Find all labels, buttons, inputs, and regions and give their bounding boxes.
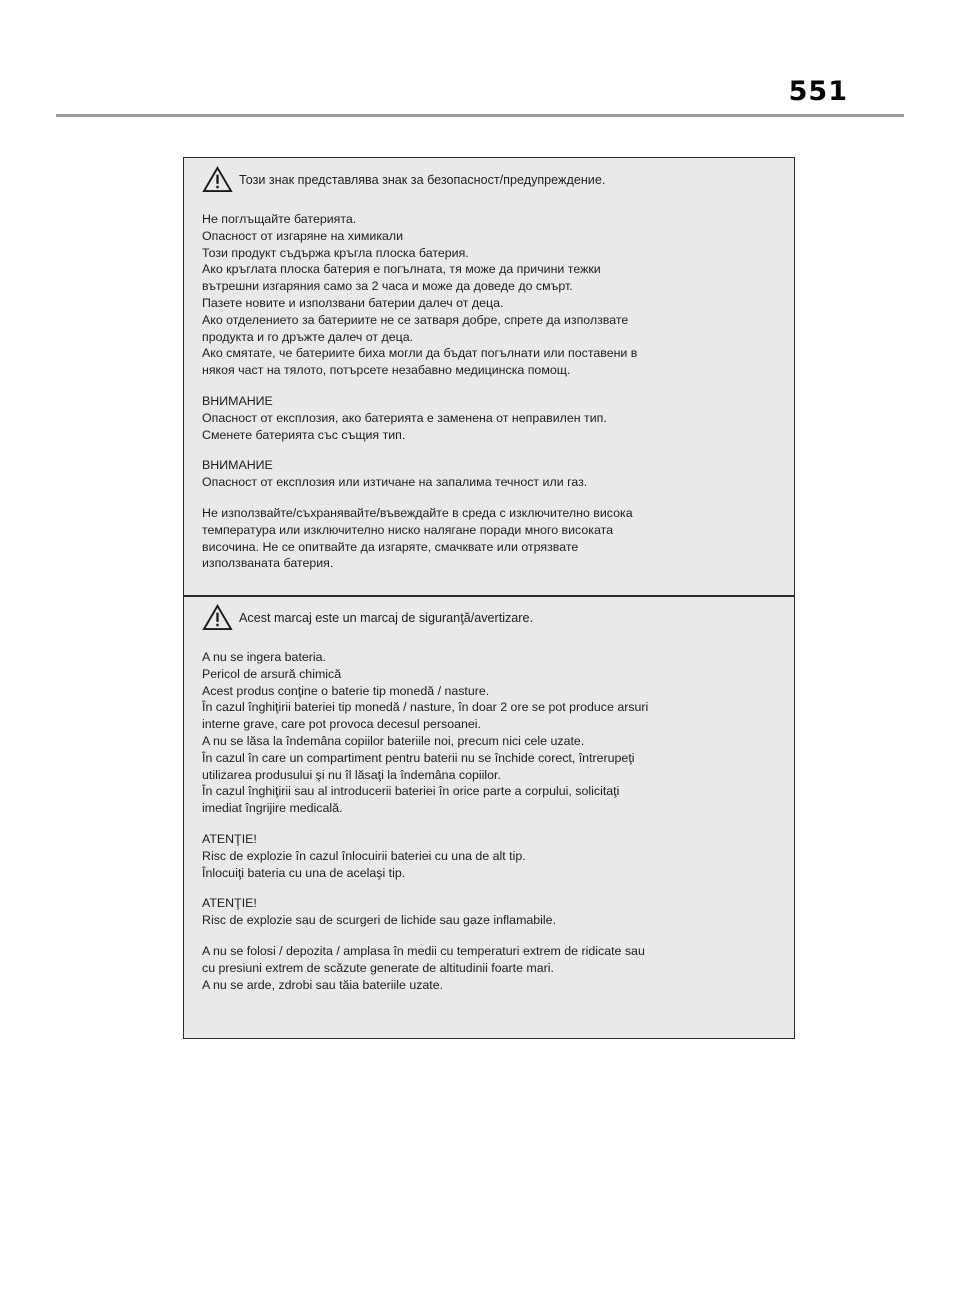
text-line: Не поглъщайте батерията. [202,212,357,226]
text-line: Înlocuiţi bateria cu una de acelaşi tip. [202,865,406,880]
caution-title: ВНИМАНИЕ [202,393,273,408]
romanian-caution-2 [202,895,776,929]
text-line: продукта и го дръжте далеч от деца. [202,329,414,344]
romanian-warning-text: Acest marcaj este un marcaj de siguranţă/avertizare. [239,610,533,625]
text-line: A nu se arde, zdrobi sau tăia bateriile uzate. [202,977,444,992]
battery-safety-notice [183,157,795,1039]
bulgarian-caution-2 [202,457,776,491]
text-line: interne grave, care pot provoca decesul persoanei. [202,717,481,732]
header-rule [56,114,904,117]
warning-triangle-icon [202,166,233,193]
text-line: utilizarea produsului şi nu îl lăsaţi la îndemâna copiilor. [202,767,501,782]
caution-title: ATENŢIE! [202,831,257,846]
bulgarian-section [184,158,794,595]
text-line: imediat îngrijire medicală. [202,801,343,816]
text-line: височина. Не се опитвайте да изгаряте, смачквате или отрязвате [202,539,579,554]
bulgarian-warning-text: Този знак представлява знак за безопасност/предупреждение. [239,172,606,187]
text-line: A nu se folosi / depozita / amplasa în medii cu temperaturi extrem de ridicate sau [202,943,645,958]
text-line: cu presiuni extrem de scăzute generate de altitudinii foarte mari. [202,960,554,975]
text-line: някоя част на тялото, потърсете незабавно медицинска помощ. [202,363,571,378]
text-line: Този продукт съдържа кръгла плоска батерия. [202,245,469,260]
text-line: Сменете батерията със същия тип. [202,427,406,442]
bulgarian-main-text [202,211,776,379]
text-line: Опасност от експлозия, ако батерията е заменена от неправилен тип. [202,410,607,425]
text-line: Не използвайте/съхранявайте/въвеждайте в среда с изключително висока [202,505,633,520]
warning-triangle-icon [202,604,233,631]
text-line: Пазете новите и използвани батерии далеч от деца. [202,295,504,310]
text-line: Ако смятате, че батериите биха могли да бъдат погълнати или поставени в [202,346,638,361]
text-line: A nu se lăsa la îndemâna copiilor bateriile noi, precum nici cele uzate. [202,733,585,748]
text-line: Опасност от експлозия или изтичане на запалима течност или газ. [202,475,588,490]
text-line: A nu se ingera bateria. [202,650,326,664]
text-line: În cazul înghiţirii sau al introducerii bateriei în orice parte a corpului, solicitaţi [202,784,620,799]
text-line: Risc de explozie sau de scurgeri de lichide sau gaze inflamabile. [202,913,557,928]
romanian-warning-heading [202,604,776,631]
romanian-caution-1 [202,831,776,881]
romanian-section [184,596,794,1038]
romanian-main-text [202,649,776,817]
text-line: Опасност от изгаряне на химикали [202,228,404,243]
text-line: използваната батерия. [202,556,334,571]
text-line: În cazul în care un compartiment pentru baterii nu se închide corect, întrerupeţi [202,750,635,765]
text-line: În cazul înghiţirii bateriei tip monedă / nasture, în doar 2 ore se pot produce arsuri [202,700,649,715]
text-line: Pericol de arsură chimică [202,666,342,681]
caution-title: ATENŢIE! [202,896,257,911]
text-line: Ако отделението за батериите не се затваря добре, спрете да използвате [202,312,629,327]
text-line: Ако кръглата плоска батерия е погълната, тя може да причини тежки [202,262,601,277]
bulgarian-final-text [202,505,776,572]
text-line: Acest produs conţine o baterie tip monedă / nasture. [202,683,490,698]
page-number: 551 [788,76,848,107]
bulgarian-warning-heading [202,166,776,193]
text-line: Risc de explozie în cazul înlocuirii bateriei cu una de alt tip. [202,848,526,863]
romanian-final-text [202,943,776,993]
text-line: температура или изключително ниско налягане поради много високата [202,522,613,537]
caution-title: ВНИМАНИЕ [202,458,273,473]
bulgarian-caution-1 [202,393,776,443]
text-line: вътрешни изгаряния само за 2 часа и може да доведе до смърт. [202,279,573,294]
